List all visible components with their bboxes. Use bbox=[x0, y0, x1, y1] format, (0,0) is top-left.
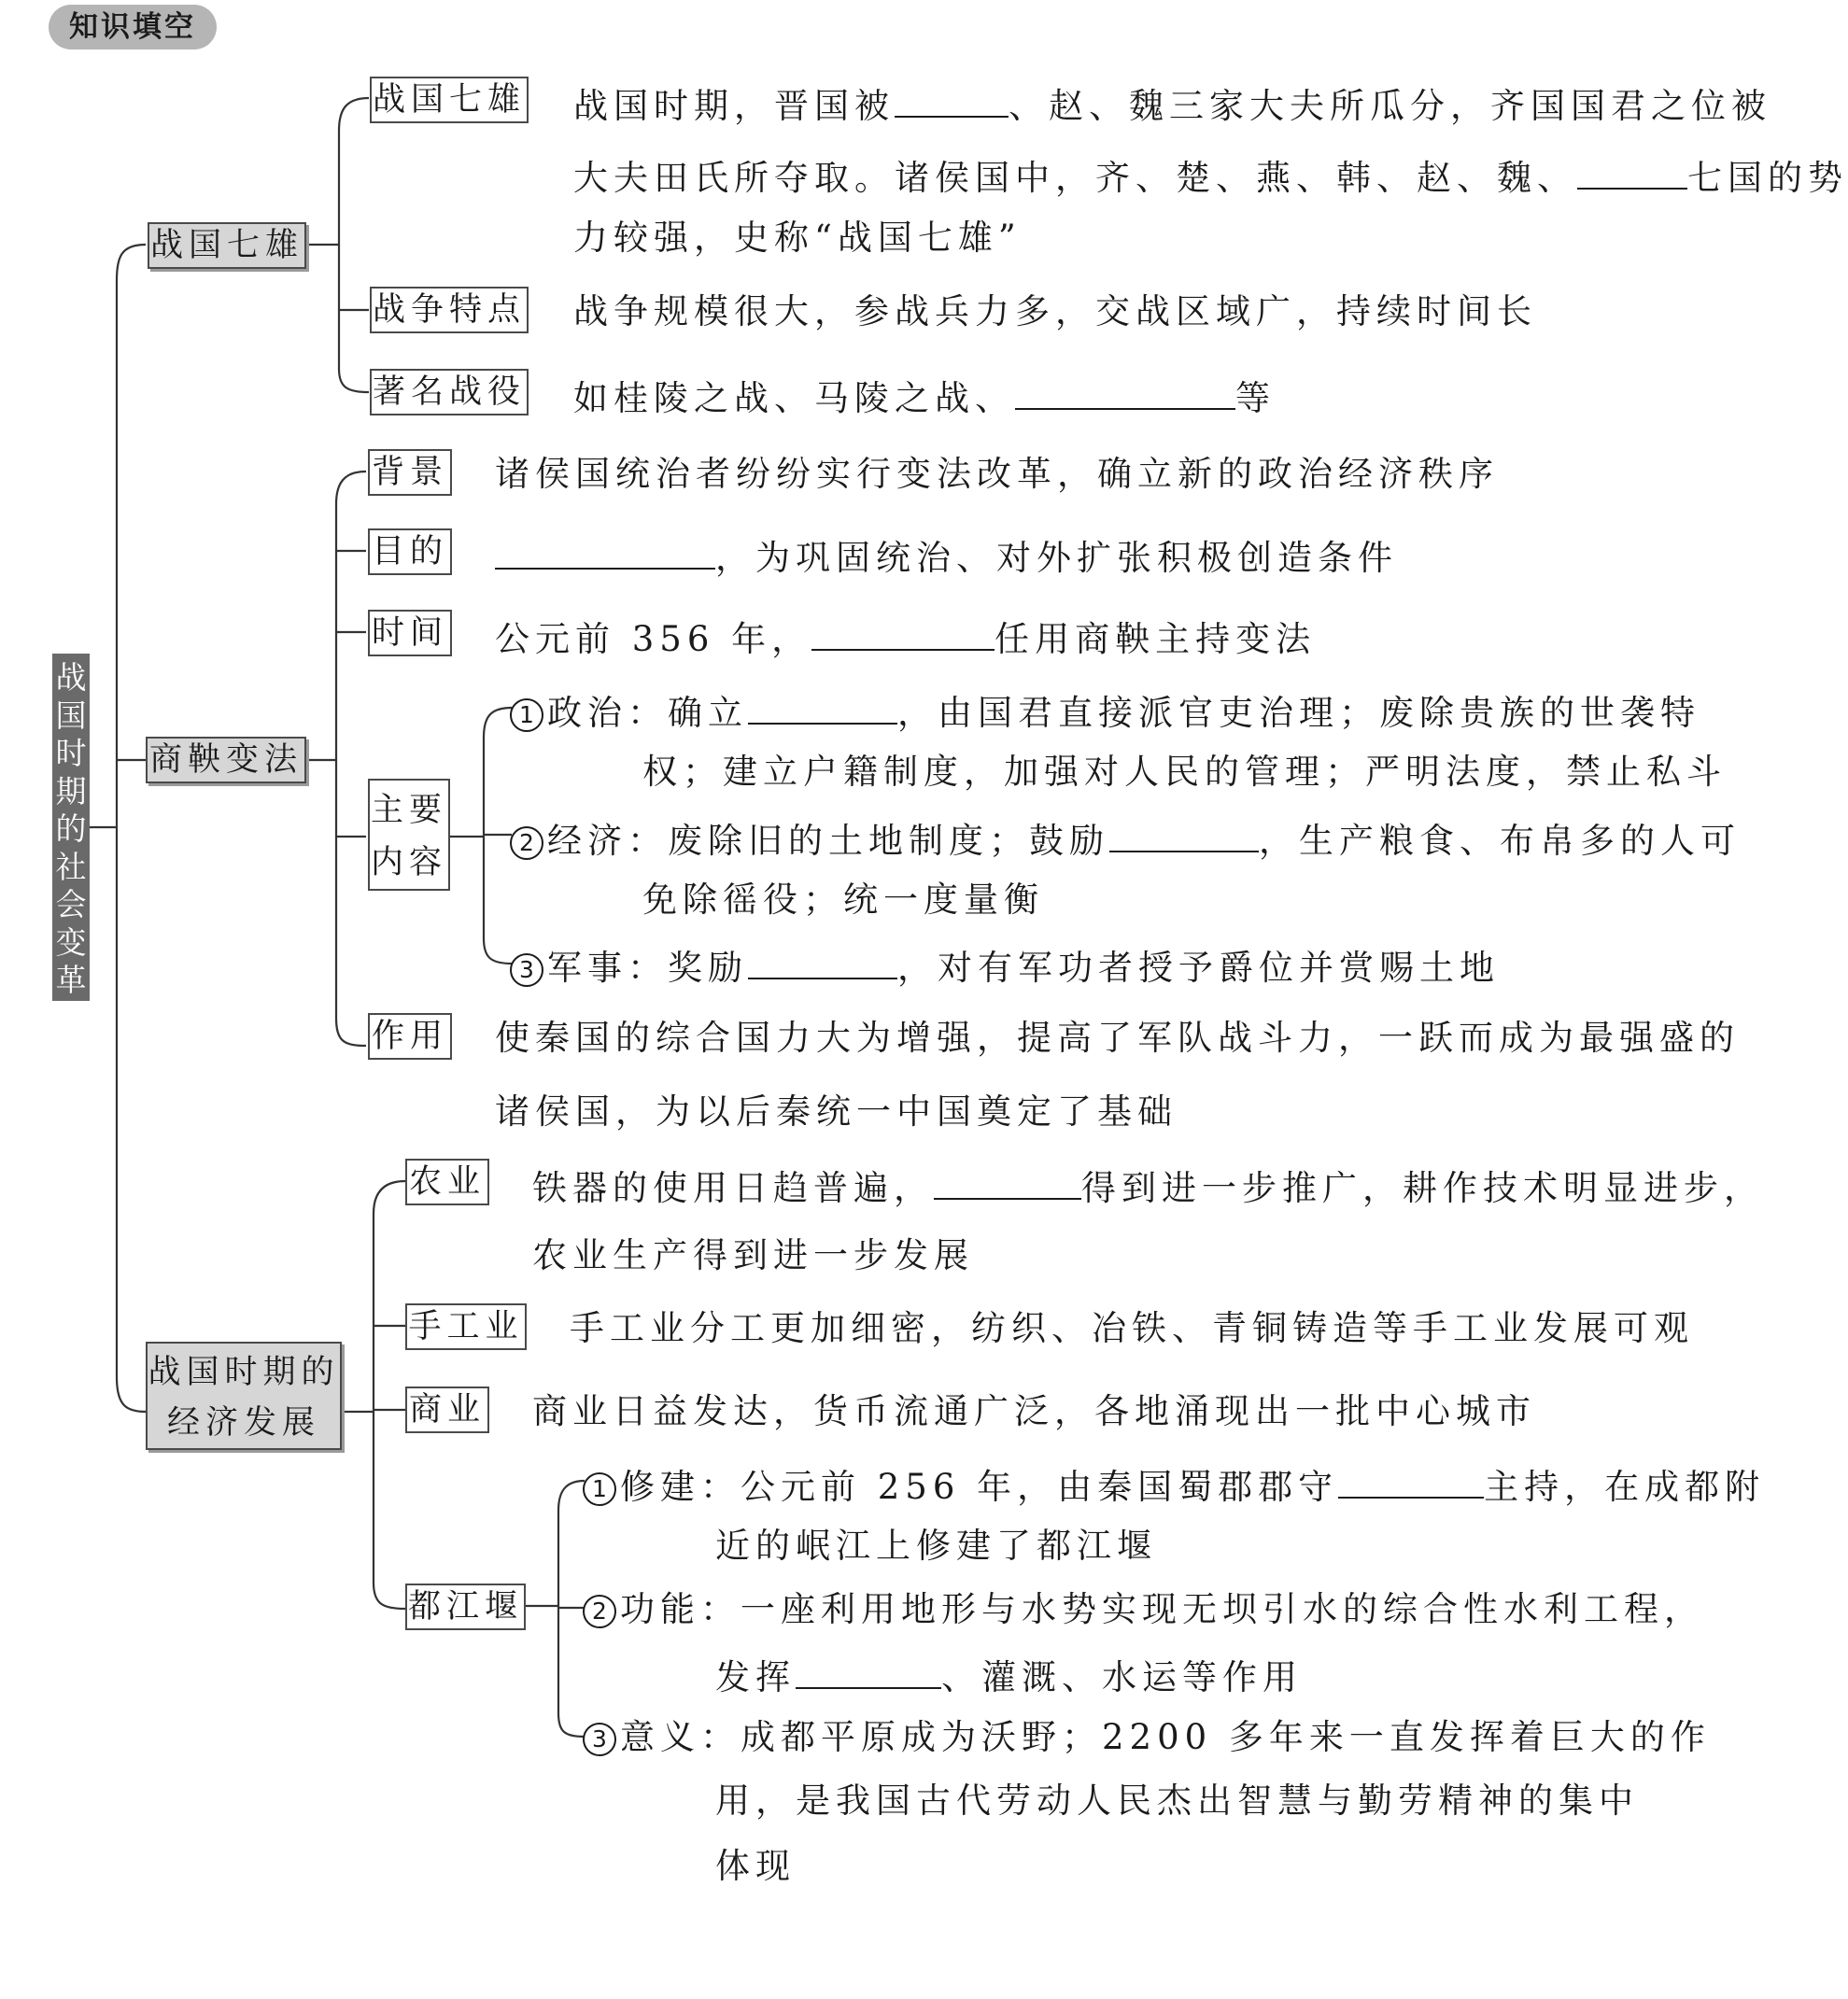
politics-line-1: 1 政治：确立 ，由国君直接派官吏治理；废除贵族的世袭特 bbox=[510, 691, 1700, 732]
number-circle: 3 bbox=[510, 953, 543, 987]
blank-field bbox=[748, 691, 897, 725]
blank-field bbox=[1015, 376, 1235, 410]
blank-field bbox=[1338, 1465, 1484, 1499]
purpose-line-1: ，为巩固统治、对外扩张积极创造条件 bbox=[495, 536, 1398, 575]
section-warring-states-seven: 战国七雄 bbox=[148, 222, 306, 269]
commerce-line-1: 商业日益发达，货币流通广泛，各地涌现出一批中心城市 bbox=[532, 1391, 1536, 1431]
seven-powers-line-1: 战国时期，晋国被 、赵、魏三家大夫所瓜分，齐国国君之位被 bbox=[573, 86, 1771, 126]
node-main-content: 主要 内容 bbox=[368, 779, 450, 891]
economy-line-1: 2 经济：废除旧的土地制度；鼓励 ，生产粮食、布帛多的人可 bbox=[510, 819, 1741, 860]
dujiangyan-meaning-line-2: 用，是我国古代劳动人民杰出智慧与勤劳精神的集中 bbox=[715, 1781, 1639, 1821]
effect-line-2: 诸侯国，为以后秦统一中国奠定了基础 bbox=[495, 1091, 1178, 1132]
knowledge-fill-badge: 知识填空 bbox=[49, 5, 217, 49]
dujiangyan-meaning-line-3: 体现 bbox=[715, 1846, 796, 1886]
handicraft-line-1: 手工业分工更加细密，纺织、冶铁、青铜铸造等手工业发展可观 bbox=[570, 1308, 1694, 1348]
node-dujiangyan: 都江堰 bbox=[405, 1584, 526, 1630]
node-agriculture: 农业 bbox=[405, 1159, 489, 1205]
node-handicraft: 手工业 bbox=[405, 1303, 527, 1350]
number-circle: 3 bbox=[583, 1723, 616, 1756]
time-line-1: 公元前 356 年， 任用商鞅主持变法 bbox=[495, 619, 1317, 659]
dujiangyan-function-line-1: 2 功能：一座利用地形与水势实现无坝引水的综合性水利工程， bbox=[583, 1592, 1704, 1628]
blank-field bbox=[1109, 819, 1259, 852]
economy-line-2: 免除徭役；统一度量衡 bbox=[642, 880, 1044, 920]
dujiangyan-build-line-2: 近的岷江上修建了都江堰 bbox=[715, 1526, 1157, 1566]
node-seven-powers: 战国七雄 bbox=[370, 77, 529, 123]
blank-field bbox=[811, 617, 995, 651]
politics-line-2: 权；建立户籍制度，加强对人民的管理；严明法度，禁止私斗 bbox=[642, 752, 1727, 792]
military-line-1: 3 军事：奖励 ，对有军功者授予爵位并赏赐土地 bbox=[510, 946, 1500, 987]
dujiangyan-meaning-line-1: 3 意义：成都平原成为沃野；2200 多年来一直发挥着巨大的作 bbox=[583, 1720, 1711, 1756]
background-line-1: 诸侯国统治者纷纷实行变法改革，确立新的政治经济秩序 bbox=[495, 454, 1499, 494]
dujiangyan-build-line-1: 1 修建：公元前 256 年，由秦国蜀郡郡守 主持，在成都附 bbox=[583, 1465, 1765, 1506]
node-background: 背景 bbox=[368, 449, 452, 496]
blank-field bbox=[495, 536, 715, 570]
number-circle: 1 bbox=[583, 1472, 616, 1506]
dujiangyan-function-line-2: 发挥 、灌溉、水运等作用 bbox=[715, 1657, 1303, 1697]
blank-field bbox=[796, 1655, 941, 1689]
blank-field bbox=[934, 1166, 1081, 1200]
famous-battles-line-1: 如桂陵之战、马陵之战、 等 bbox=[573, 378, 1276, 418]
node-effect: 作用 bbox=[368, 1013, 452, 1060]
section-economic-development: 战国时期的 经济发展 bbox=[146, 1342, 342, 1450]
node-purpose: 目的 bbox=[368, 528, 452, 575]
number-circle: 1 bbox=[510, 698, 543, 732]
section-shang-yang-reform: 商鞅变法 bbox=[146, 737, 306, 783]
effect-line-1: 使秦国的综合国力大为增强，提高了军队战斗力，一跃而成为最强盛的 bbox=[495, 1018, 1740, 1058]
node-famous-battles: 著名战役 bbox=[370, 369, 529, 415]
node-commerce: 商业 bbox=[405, 1387, 489, 1433]
number-circle: 2 bbox=[510, 826, 543, 860]
blank-field bbox=[895, 84, 1009, 118]
number-circle: 2 bbox=[583, 1595, 616, 1628]
seven-powers-line-3: 力较强，史称“战国七雄” bbox=[573, 218, 1022, 258]
war-features-line-1: 战争规模很大，参战兵力多，交战区域广，持续时间长 bbox=[573, 291, 1537, 331]
blank-field bbox=[748, 946, 897, 979]
blank-field bbox=[1577, 156, 1687, 190]
seven-powers-line-2: 大夫田氏所夺取。诸侯国中，齐、楚、燕、韩、赵、魏、 七国的势 bbox=[573, 158, 1848, 198]
agriculture-line-1: 铁器的使用日趋普遍， 得到进一步推广，耕作技术明显进步， bbox=[532, 1168, 1764, 1208]
node-time: 时间 bbox=[368, 610, 452, 656]
agriculture-line-2: 农业生产得到进一步发展 bbox=[532, 1235, 974, 1275]
root-topic: 战国时期的社会变革 bbox=[52, 654, 90, 1001]
node-war-features: 战争特点 bbox=[370, 287, 529, 333]
